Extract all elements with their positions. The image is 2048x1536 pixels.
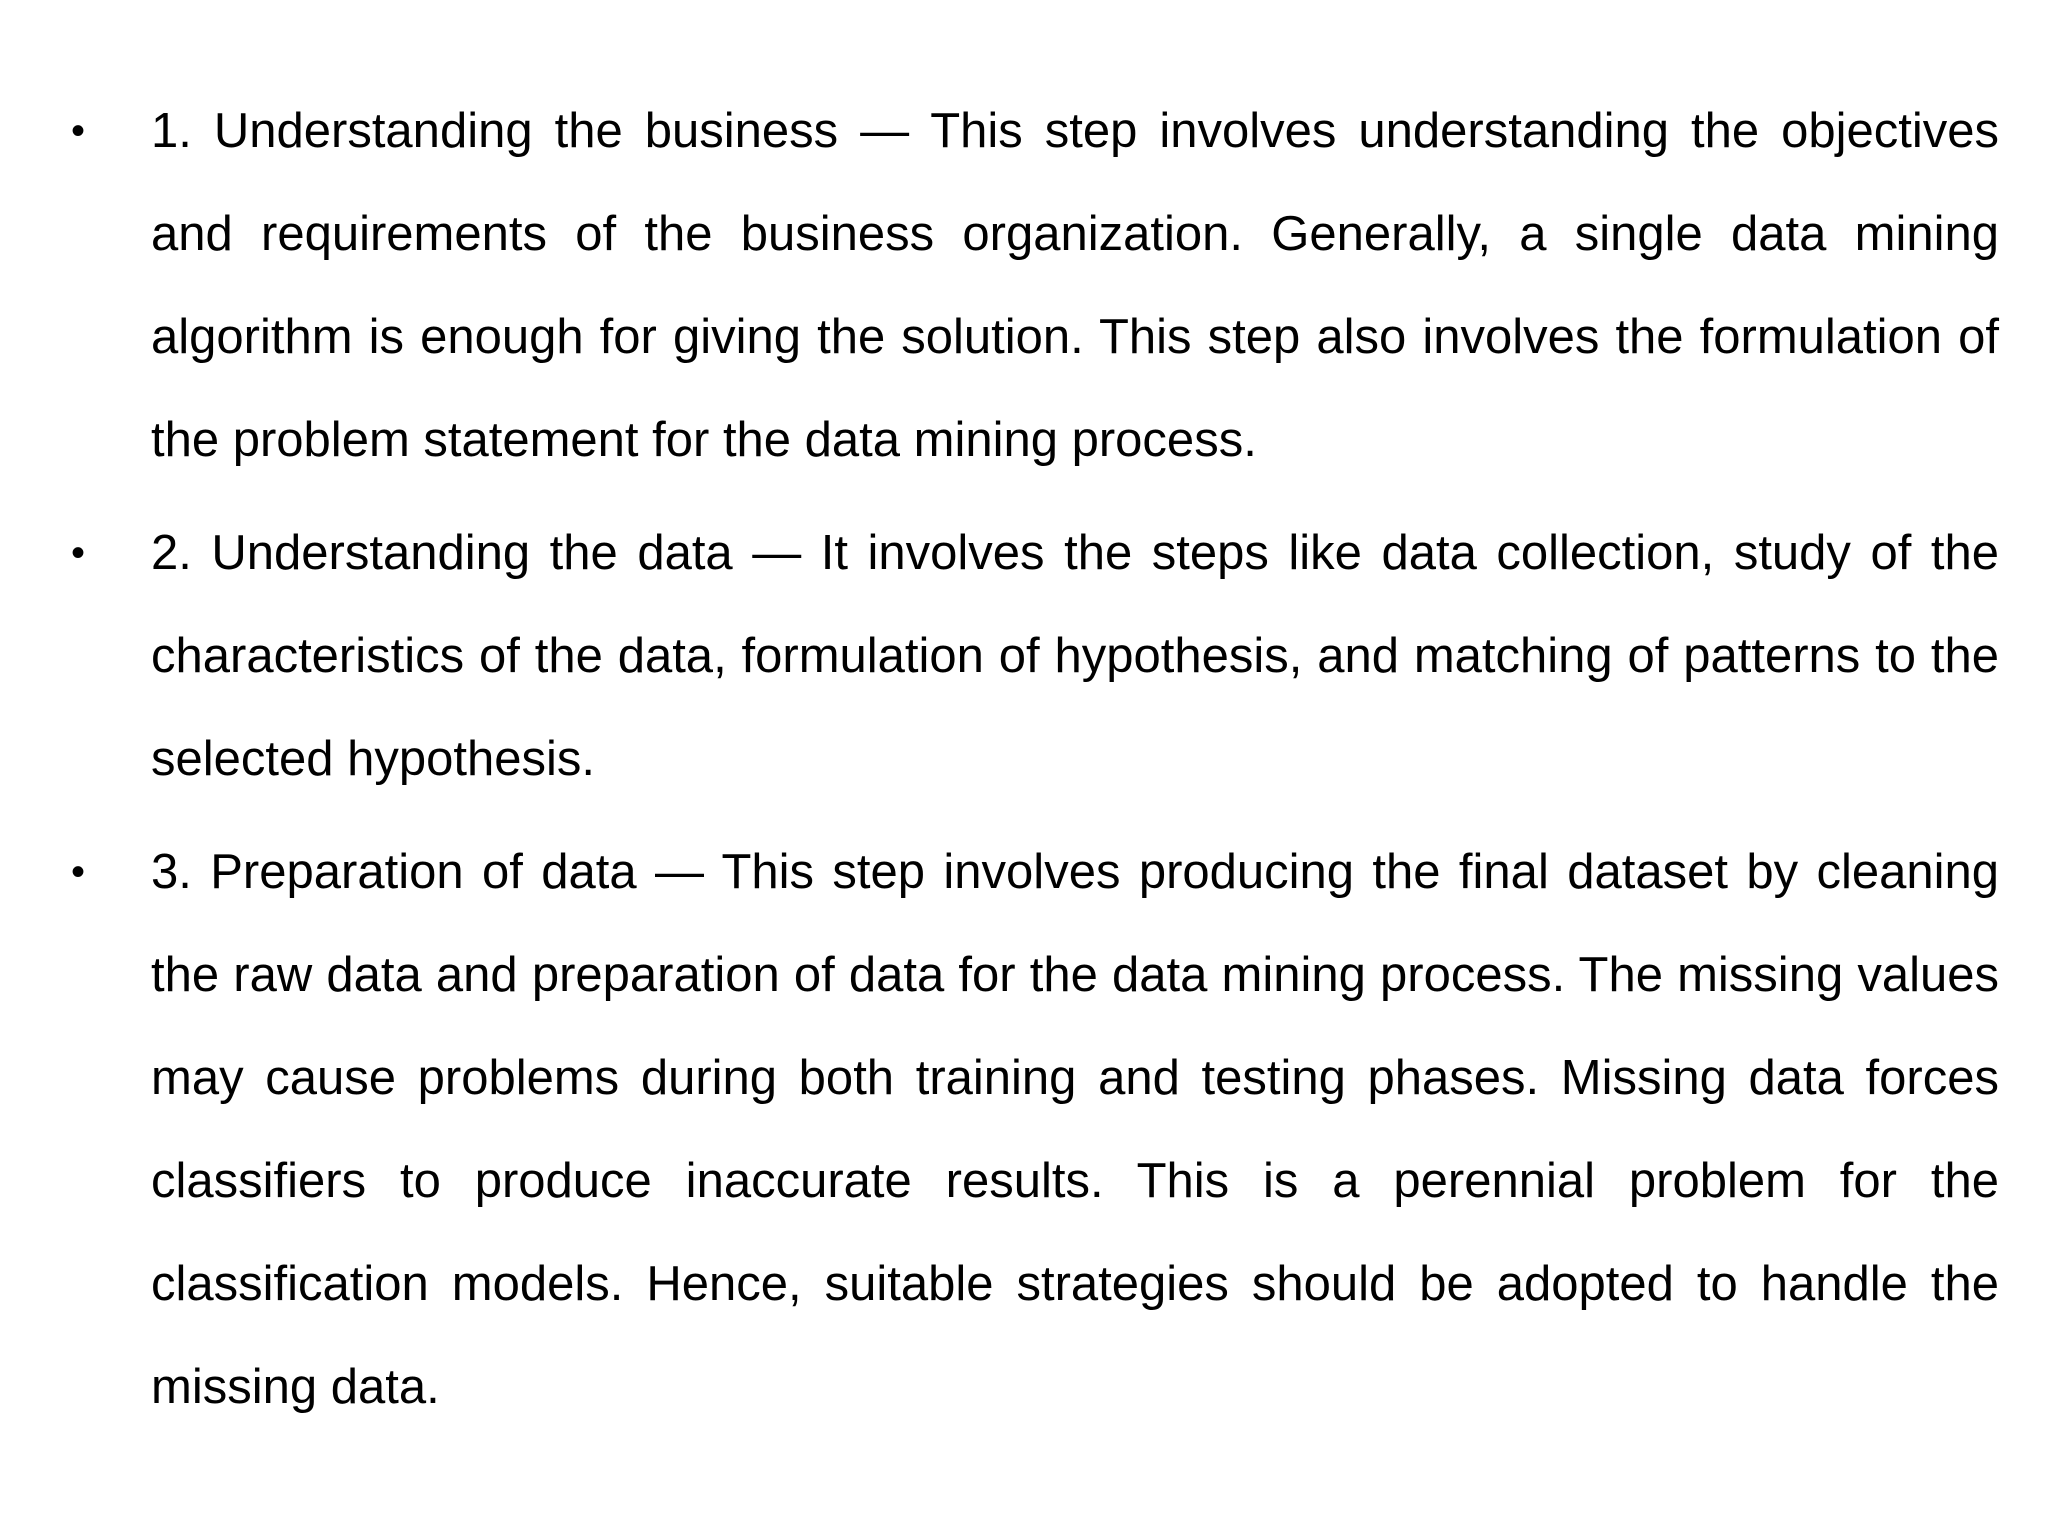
bullet-text: 3. Preparation of data — This step involves producing the final dataset by cleaning the raw data and preparation of data for the data mining process. The missing values may cause problems during both training and testing phases. Missing data forces classifiers to produce inaccurate results. This is a perennial problem for the classification models. Hence, suitable strategies should be adopted to handle the missing data. — [151, 845, 1999, 1414]
bullet-icon: • — [71, 531, 86, 575]
bullet-item-understanding-business — [71, 80, 1999, 492]
bullet-list — [71, 80, 1999, 1439]
bullet-text: 1. Understanding the business — This step involves understanding the objectives and requirements of the business organization. Generally, a single data mining algorithm is enough for giving the solution. This step also involves the formulation of the problem statement for the data mining process. — [151, 104, 1999, 467]
bullet-item-understanding-data — [71, 502, 1999, 811]
bullet-text: 2. Understanding the data — It involves the steps like data collection, study of the characteristics of the data, formulation of hypothesis, and matching of patterns to the selected hypothesis. — [151, 526, 1999, 786]
bullet-icon: • — [71, 850, 86, 894]
bullet-item-preparation-of-data — [71, 821, 1999, 1439]
bullet-icon: • — [71, 109, 86, 153]
